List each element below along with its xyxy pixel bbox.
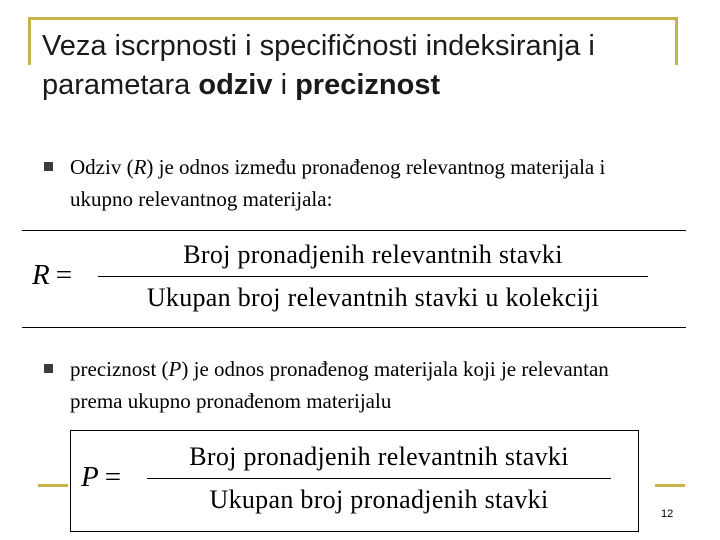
bullet-odziv-text [70, 151, 644, 215]
formula-recall-denominator: Ukupan broj relevantnih stavki u kolekciji [146, 283, 600, 312]
fraction-bar [98, 276, 648, 277]
formula-recall-symbol: R [32, 259, 50, 291]
formula-precision-symbol: P [81, 461, 99, 493]
title-conjunction: i [280, 69, 288, 101]
bullet-odziv [44, 151, 644, 215]
formula-precision-denominator: Ukupan broj pronadjenih stavki [209, 485, 549, 514]
bullet-odziv-symbol: R [133, 155, 147, 179]
bullet-preciznost-symbol: P [168, 357, 182, 381]
square-bullet-icon [44, 162, 53, 171]
formula-precision [70, 430, 639, 532]
bullet-odziv-post: ) je odnos između pronađenog relevantnog materijala i ukupno relevantnog materijala: [70, 155, 606, 211]
title-plain: Veza iscrpnosti i specifičnosti indeksiranja i parametara [42, 30, 595, 101]
formula-recall-equals: = [55, 259, 73, 291]
formula-recall-numerator: Broj pronadjenih relevantnih stavki [183, 240, 563, 269]
square-bullet-icon [44, 364, 53, 373]
formula-recall [22, 230, 686, 328]
fraction-bar [147, 478, 611, 479]
title-bold-preciznost: preciznost [295, 69, 441, 101]
bullet-preciznost [44, 353, 644, 417]
footer-rule-right [655, 484, 685, 487]
page-number: 12 [661, 508, 674, 520]
formula-precision-lhs [81, 461, 121, 494]
formula-precision-equals: = [104, 461, 122, 493]
bullet-preciznost-pre: preciznost ( [70, 357, 169, 381]
title-bold-odziv: odziv [198, 69, 273, 101]
title-frame-top [28, 17, 678, 20]
slide-title [42, 27, 682, 105]
formula-recall-fraction [98, 238, 648, 315]
title-frame-left [28, 17, 31, 65]
bullet-preciznost-text [70, 353, 644, 417]
formula-recall-lhs [32, 259, 72, 292]
bullet-preciznost-post: ) je odnos pronađenog materijala koji je relevantan prema ukupno pronađenom materijalu [70, 357, 609, 413]
footer-rule-left [38, 484, 68, 487]
formula-precision-fraction [147, 440, 611, 517]
formula-precision-numerator: Broj pronadjenih relevantnih stavki [189, 442, 569, 471]
bullet-odziv-pre: Odziv ( [70, 155, 134, 179]
